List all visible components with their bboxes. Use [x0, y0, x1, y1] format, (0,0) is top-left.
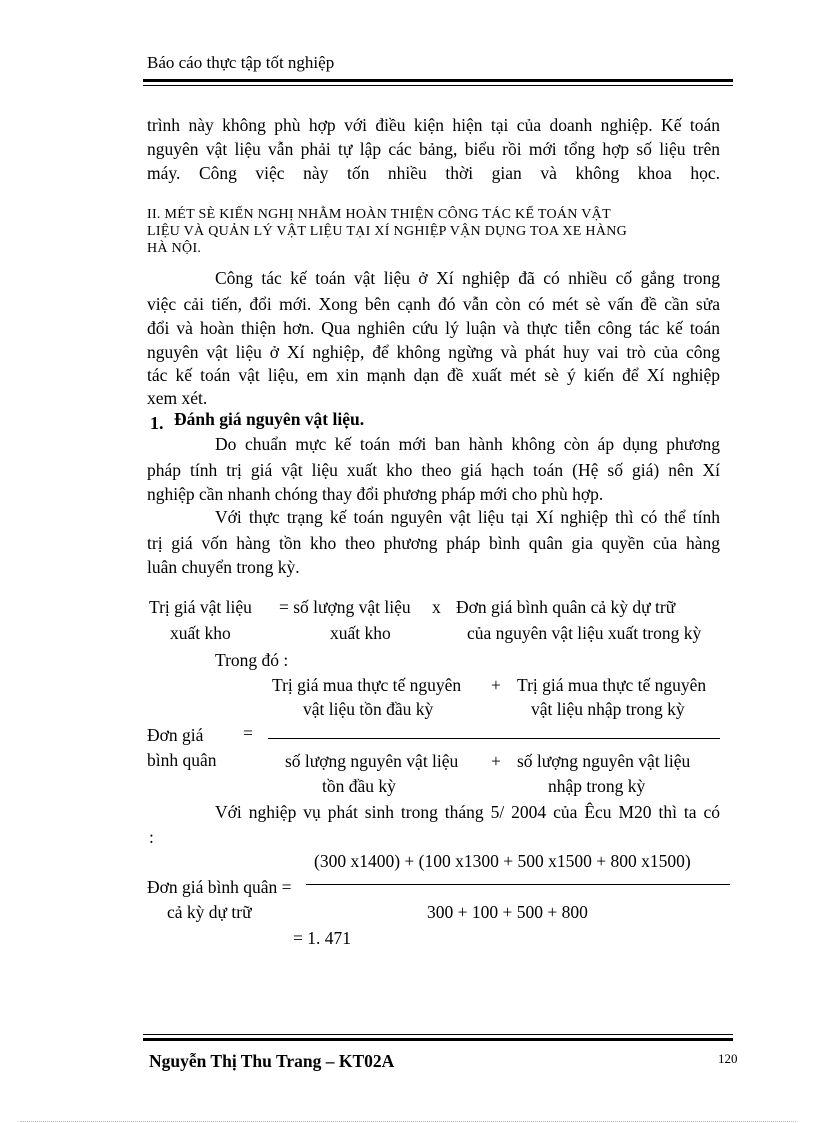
sub-paragraph1-line-1: Do chuẩn mực kế toán mới ban hành không còn áp dụng phương: [215, 434, 720, 454]
sub-paragraph1-line-3: nghiệp cần nhanh chóng thay đổi phương pháp mới cho phù hợp.: [147, 484, 604, 504]
example-colon: :: [149, 827, 154, 847]
sub-paragraph2-line-3: luân chuyển trong kỳ.: [147, 557, 300, 577]
page-header-title: Báo cáo thực tập tốt nghiệp: [147, 53, 335, 72]
section-heading-line-1: II. MÉT SÈ KIẾN NGHỊ NHẰM HOÀN THIỆN CÔNG TÁC KẾ TOÁN VẬT: [147, 207, 611, 222]
formula2-denominator-a-line-1: số lượng nguyên vật liệu: [285, 751, 459, 771]
section-paragraph-line-5: tác kế toán vật liệu, em xin mạnh dạn đề xuất mét sè ý kiến để Xí nghiệp: [147, 365, 720, 385]
section-paragraph-line-3: đổi và hoàn thiện hơn. Qua nghiên cứu lý luận và thực tiễn công tác kế toán: [147, 318, 720, 338]
formula2-lhs-line-2: bình quân: [147, 750, 217, 770]
formula2-numerator-plus: +: [491, 675, 501, 695]
formula1-lhs-line-1: Trị giá vật liệu: [149, 597, 252, 617]
sub-paragraph2-line-1: Với thực trạng kế toán nguyên vật liệu tại Xí nghiệp thì có thể tính: [215, 507, 720, 527]
formula1-quantity-line-2: xuất kho: [330, 623, 391, 643]
formula2-numerator-b-line-2: vật liệu nhập trong kỳ: [531, 699, 685, 719]
section-paragraph-line-4: nguyên vật liệu ở Xí nghiệp, để không ngừng và phát huy vai trò của công: [147, 342, 720, 362]
footer-rule-thick: [143, 1038, 733, 1041]
formula3-denominator: 300 + 100 + 500 + 800: [427, 902, 588, 922]
subsection-number: 1.: [150, 413, 164, 433]
formula2-equals-sign: =: [243, 723, 253, 743]
formula2-denominator-plus: +: [491, 751, 501, 771]
intro-line-3: máy. Công việc này tốn nhiều thời gian và không khoa học.: [147, 163, 720, 183]
formula1-times-sign: x: [432, 597, 441, 617]
formula2-numerator-b-line-1: Trị giá mua thực tế nguyên: [517, 675, 707, 695]
footer-rule-thin: [143, 1034, 733, 1035]
formula2-fraction-bar: [268, 738, 720, 739]
intro-line-1: trình này không phù hợp với điều kiện hiện tại của doanh nghiệp. Kế toán: [147, 115, 720, 135]
subsection-title: Đánh giá nguyên vật liệu.: [174, 409, 365, 429]
example-paragraph-line-1: Với nghiệp vụ phát sinh trong tháng 5/ 2004 của Êcu M20 thì ta có: [215, 802, 720, 822]
sub-paragraph2-line-2: trị giá vốn hàng tồn kho theo phương pháp bình quân gia quyền của hàng: [147, 533, 720, 553]
section-heading-line-3: HÀ NỘI.: [147, 241, 202, 256]
header-rule-thick: [143, 79, 733, 82]
section-paragraph-line-1: Công tác kế toán vật liệu ở Xí nghiệp đã có nhiều cố gắng trong: [215, 268, 720, 288]
page-number: 120: [718, 1051, 738, 1066]
formula1-lhs-line-2: xuất kho: [170, 623, 231, 643]
sub-paragraph1-line-2: pháp tính trị giá vật liệu xuất kho theo giá hạch toán (Hệ số giá) nên Xí: [147, 460, 720, 480]
formula2-lhs-line-1: Đơn giá: [147, 725, 204, 745]
page-bottom-dotted-border: [20, 1121, 796, 1122]
section-paragraph-line-6: xem xét.: [147, 388, 208, 408]
formula3-numerator: (300 x1400) + (100 x1300 + 500 x1500 + 800 x1500): [314, 851, 691, 871]
footer-author: Nguyễn Thị Thu Trang – KT02A: [149, 1051, 395, 1071]
intro-line-2: nguyên vật liệu vẫn phải tự lập các bảng, biểu rồi mới tổng hợp số liệu trên: [147, 139, 720, 159]
header-rule-thin: [143, 85, 733, 86]
formula2-denominator-b-line-1: số lượng nguyên vật liệu: [517, 751, 691, 771]
formula3-fraction-bar: [306, 884, 730, 885]
where-label: Trong đó :: [215, 650, 289, 670]
section-heading-line-2: LIỆU VÀ QUẢN LÝ VẬT LIỆU TẠI XÍ NGHIỆP VẬN DỤNG TOA XE HÀNG: [147, 224, 628, 239]
formula1-price-line-2: của nguyên vật liệu xuất trong kỳ: [467, 623, 702, 643]
formula2-denominator-b-line-2: nhập trong kỳ: [548, 776, 646, 796]
formula1-quantity-line-1: = số lượng vật liệu: [279, 597, 411, 617]
formula3-lhs-line-1: Đơn giá bình quân =: [147, 877, 292, 897]
formula2-numerator-a-line-2: vật liệu tồn đầu kỳ: [303, 699, 434, 719]
formula2-denominator-a-line-2: tồn đầu kỳ: [322, 776, 396, 796]
formula3-result: = 1. 471: [293, 928, 351, 948]
section-paragraph-line-2: việc cải tiến, đổi mới. Xong bên cạnh đó vẫn còn có mét sè vấn đề cần sửa: [147, 294, 720, 314]
formula3-lhs-line-2: cả kỳ dự trữ: [167, 902, 252, 922]
formula1-price-line-1: Đơn giá bình quân cả kỳ dự trữ: [456, 597, 676, 617]
formula2-numerator-a-line-1: Trị giá mua thực tế nguyên: [272, 675, 462, 695]
